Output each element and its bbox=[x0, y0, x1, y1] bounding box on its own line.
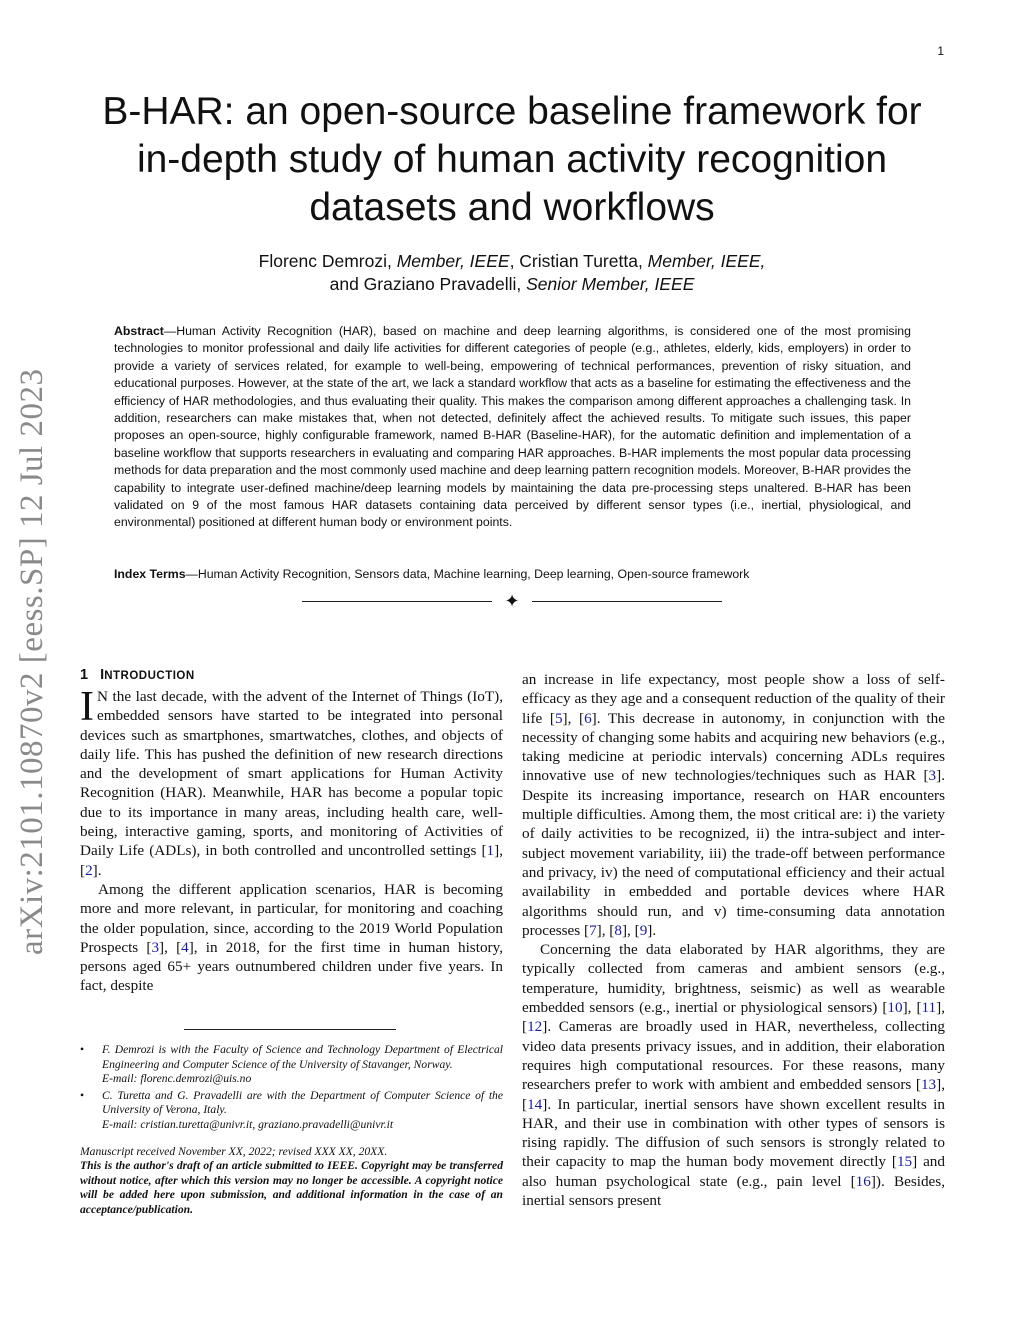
right-paragraph-1: an increase in life expectancy, most people show a loss of self-efficacy as they age and a consequent reduction of the quality of their life [5], [6]. This decrease in autonomy, in conjunction with the necessity of changing some habits and acquiring new behaviors (e.g., taking medicine at periodic intervals) concerning ADLs requires innovative use of new technologies/techniques such as HAR [3]. Despite its increasing importance, research on HAR encounters multiple difficulties. Among them, the most critical are: i) the variety of daily activities to be recognized, ii) the intra-subject and inter-subject movement variability, iii) the trade-off between performance and privacy, iv) the need of computational efficiency and their actual availability in embedded and portable devices where HAR algorithms should run, and v) time-consuming data annotation processes [7], [8], [9]. bbox=[522, 671, 945, 939]
section-heading bbox=[80, 667, 503, 683]
right-paragraph-2: Concerning the data elaborated by HAR algorithms, they are typically collected from cameras and ambient sensors (e.g., temperature, humidity, brightness, seismic) as well as wearable embedded sensors (e.g., inertial or physiological sensors) [10], [11], [12]. Cameras are broadly used in HAR, nevertheless, collecting video data presents privacy issues, and in addition, their elaboration requires high computational resources. For these reasons, many researchers prefer to work with ambient and embedded sensors [13], [14]. In particular, inertial sensors have shown excellent results in HAR, and their use in combination with other types of sensors is rising rapidly. The diffusion of such sensors is strongly related to their capacity to map the human body movement directly [15] and also human psychological state (e.g., pain level [16]). Besides, inertial sensors present bbox=[522, 941, 945, 1210]
citation-link[interactable]: 11 bbox=[921, 999, 937, 1017]
bullet-icon: • bbox=[80, 1043, 85, 1056]
citation-link[interactable]: 9 bbox=[639, 921, 648, 939]
author-role-1: Member, IEEE bbox=[396, 251, 510, 271]
arxiv-stamp: arXiv:2101.10870v2 [eess.SP] 12 Jul 2023 bbox=[14, 368, 50, 955]
right-p2-text-b: . Cameras are broadly used in HAR, nevertheless, collecting video data presents privacy issues, and in addition, their elaboration requires high computational resources. For these reasons, many researchers prefer to work with ambient and embedded sensors bbox=[522, 1018, 945, 1094]
citation-link[interactable]: 6 bbox=[584, 709, 592, 727]
author-role-3: Senior Member, IEEE bbox=[526, 274, 695, 294]
index-terms-label: Index Terms bbox=[114, 567, 186, 581]
citation-link[interactable]: 5 bbox=[554, 709, 563, 727]
section-divider bbox=[302, 590, 722, 612]
citation-link[interactable]: 3 bbox=[928, 767, 937, 785]
divider-line-left bbox=[302, 601, 492, 602]
divider-diamond-icon: ✦ bbox=[504, 591, 520, 611]
index-terms-text: —Human Activity Recognition, Sensors data, Machine learning, Deep learning, Open-source framework bbox=[185, 567, 750, 581]
footnotes bbox=[80, 1043, 503, 1218]
citation-link[interactable]: 3 bbox=[151, 938, 160, 956]
right-p1-text-a: an increase in life expectancy, most people show a loss of self-efficacy as they age and a consequent reduction of the quality of their life bbox=[522, 671, 945, 727]
footnote-affiliation-2 bbox=[80, 1089, 503, 1133]
section-title-initial: I bbox=[100, 667, 105, 683]
author-name-3: and Graziano Pravadelli, bbox=[329, 274, 527, 294]
author-line-1 bbox=[80, 250, 944, 273]
paper-title: B-HAR: an open-source baseline framework for in-depth study of human activity recognition datasets and workflows bbox=[102, 90, 922, 229]
right-p2-text-a: Concerning the data elaborated by HAR algorithms, they are typically collected from cameras and ambient sensors (e.g., temperature, humidity, brightness, seismic) as well as wearable embedded sensors (e.g., inertial or physiological sensors) bbox=[522, 941, 945, 1017]
divider-line-right bbox=[532, 601, 722, 602]
citation-link[interactable]: 4 bbox=[181, 938, 189, 956]
page-number: 1 bbox=[937, 44, 944, 58]
intro-p2-text-b: , in 2018, for the first time in human history, persons aged 65+ years outnumbered children under five years. In fact, despite bbox=[80, 938, 503, 995]
intro-p1-text: the last decade, with the advent of the Internet of Things (IoT), embedded sensors have started to be integrated into personal devices such as smartphones, smartwatches, clothes, and objects of daily life. This has pushed the definition of new research directions and the development of smart applications for Human Activity Recognition (HAR). Meanwhile, HAR has become a popular topic due to its importance in many areas, including health care, well-being, interactive gaming, sports, and monitoring of Activities of Daily Life (ADLs), in both controlled and uncontrolled settings bbox=[80, 688, 503, 860]
abstract-text: —Human Activity Recognition (HAR), based on machine and deep learning algorithms, is considered one of the most promising technologies to monitor professional and daily life activities for different categories of people (e.g., athletes, elderly, kids, employers) in order to provide a variety of services related, for example to well-being, empowering of technical performances, prevention of risky situation, and educational purposes. However, at the state of the art, we lack a standard workflow that acts as a baseline for estimating the effectiveness and the efficiency of HAR methodologies, and thus evaluating their quality. This makes the comparison among different approaches a challenging task. In addition, researchers can make mistakes that, when not detected, definitely affect the achieved results. To mitigate such issues, this paper proposes an open-source, highly configurable framework, named B-HAR (Baseline-HAR), for the automatic definition and implementation of a baseline workflow that supports researchers in evaluating and comparing HAR approaches. B-HAR implements the most popular data processing methods for data preparation and the most commonly used machine and deep learning pattern recognition models. Moreover, B-HAR provides the capability to integrate user-defined machine/deep learning models by maintaining the data pre-processing steps unaltered. B-HAR has been validated on 9 of the most famous HAR datasets containing data perceived by different sensor types (i.e., inertial, physiological, and environmental) positioned at different human body or environment points. bbox=[114, 324, 911, 530]
footnote-email-2: E-mail: cristian.turetta@univr.it, graziano.pravadelli@univr.it bbox=[102, 1117, 394, 1131]
right-p1-text-b: . This decrease in autonomy, in conjunction with the necessity of changing some habits and acquiring new behaviors (e.g., taking medicine at periodic intervals) concerning ADLs requires innovative use of new technologies/techniques such as HAR bbox=[522, 709, 945, 785]
right-p2-text-e: ). Besides, inertial sensors present bbox=[522, 1172, 945, 1210]
abstract bbox=[114, 323, 911, 532]
manuscript-dates: Manuscript received November XX, 2022; revised XXX XX, 20XX. bbox=[80, 1144, 388, 1158]
author-line-2 bbox=[80, 273, 944, 296]
footnote-text-1: F. Demrozi is with the Faculty of Science and Technology Department of Electrical Engineering and Computer Science of the University of Stavanger, Norway. bbox=[102, 1043, 503, 1071]
dropcap-continuation: N bbox=[97, 688, 108, 705]
right-p2-text-c: . In particular, inertial sensors have shown excellent results in HAR, and their use in combination with other types of sensors is rising rapidly. The diffusion of such sensors is strongly related to their capacity to map the human body movement directly bbox=[522, 1095, 945, 1171]
intro-p2-text-a: Among the different application scenarios, HAR is becoming more and more relevant, in particular, for monitoring and coaching the older population, since, according to the 2019 World Population Prospects bbox=[80, 880, 503, 956]
citation-link[interactable]: 8 bbox=[614, 921, 622, 939]
author-name-1: Florenc Demrozi, bbox=[258, 251, 397, 271]
citation-link[interactable]: 14 bbox=[527, 1095, 543, 1113]
author-block bbox=[80, 250, 944, 296]
citation-link[interactable]: 13 bbox=[920, 1076, 937, 1094]
author-name-2: , Cristian Turetta, bbox=[509, 251, 648, 271]
citation-link[interactable]: 16 bbox=[855, 1172, 871, 1190]
citation-link[interactable]: 2 bbox=[85, 861, 93, 879]
intro-paragraph-1: I N the last decade, with the advent of the Internet of Things (IoT), embedded sensors have started to be integrated into personal devices such as smartphones, smartwatches, clothes, and objects of daily life. This has pushed the definition of new research directions and the development of smart applications for Human Activity Recognition (HAR). Meanwhile, HAR has become a popular topic due to its importance in many areas, including health care, well-being, interactive gaming, sports, and monitoring of Activities of Daily Life (ADLs), in both controlled and uncontrolled settings [1], [2]. bbox=[80, 684, 503, 879]
citation-link[interactable]: 7 bbox=[589, 921, 597, 939]
citation-link[interactable]: 10 bbox=[887, 999, 903, 1017]
footnote-affiliation-1 bbox=[80, 1043, 503, 1087]
right-column bbox=[522, 670, 945, 1210]
section-title-rest: NTRODUCTION bbox=[104, 670, 195, 682]
footnote-email-1: E-mail: florenc.demrozi@uis.no bbox=[102, 1072, 252, 1086]
footnote-text-2: C. Turetta and G. Pravadelli are with the Department of Computer Science of the University of Verona, Italy. bbox=[102, 1088, 503, 1117]
copyright-notice: This is the author's draft of an article submitted to IEEE. Copyright may be transferred without notice, after which this version may no longer be accessible. A copyright notice will be added here upon submission, and additional information in the case of an acceptance/publication. bbox=[80, 1159, 503, 1216]
section-number: 1 bbox=[80, 667, 89, 683]
citation-link[interactable]: 15 bbox=[896, 1153, 913, 1171]
citation-link[interactable]: 12 bbox=[527, 1018, 543, 1036]
footnote-rule bbox=[184, 1029, 396, 1030]
author-role-2: Member, IEEE, bbox=[647, 251, 766, 271]
dropcap: I bbox=[80, 684, 94, 730]
index-terms bbox=[114, 567, 911, 581]
intro-paragraph-2: Among the different application scenarios, HAR is becoming more and more relevant, in particular, for monitoring and coaching the older population, since, according to the 2019 World Population Prospects [3], [4], in 2018, for the first time in human history, persons aged 65+ years outnumbered children under five years. In fact, despite bbox=[80, 880, 503, 995]
abstract-label: Abstract bbox=[114, 324, 164, 338]
right-p2-text-d: and also human psychological state (e.g., pain level bbox=[522, 1153, 945, 1190]
left-column bbox=[80, 667, 503, 996]
bullet-icon: • bbox=[80, 1088, 85, 1102]
right-p1-text-c: . Despite its increasing importance, research on HAR encounters multiple difficulties. Among them, the most critical are: i) the variety of daily activities to be recognized, ii) the intra-subject and inter-subject movement variability, iii) the trade-off between performance and privacy, iv) the need of computational efficiency and their actual availability in embedded and portable devices where HAR algorithms should run, and v) time-consuming data annotation processes bbox=[522, 767, 945, 939]
citation-link[interactable]: 1 bbox=[486, 842, 495, 860]
